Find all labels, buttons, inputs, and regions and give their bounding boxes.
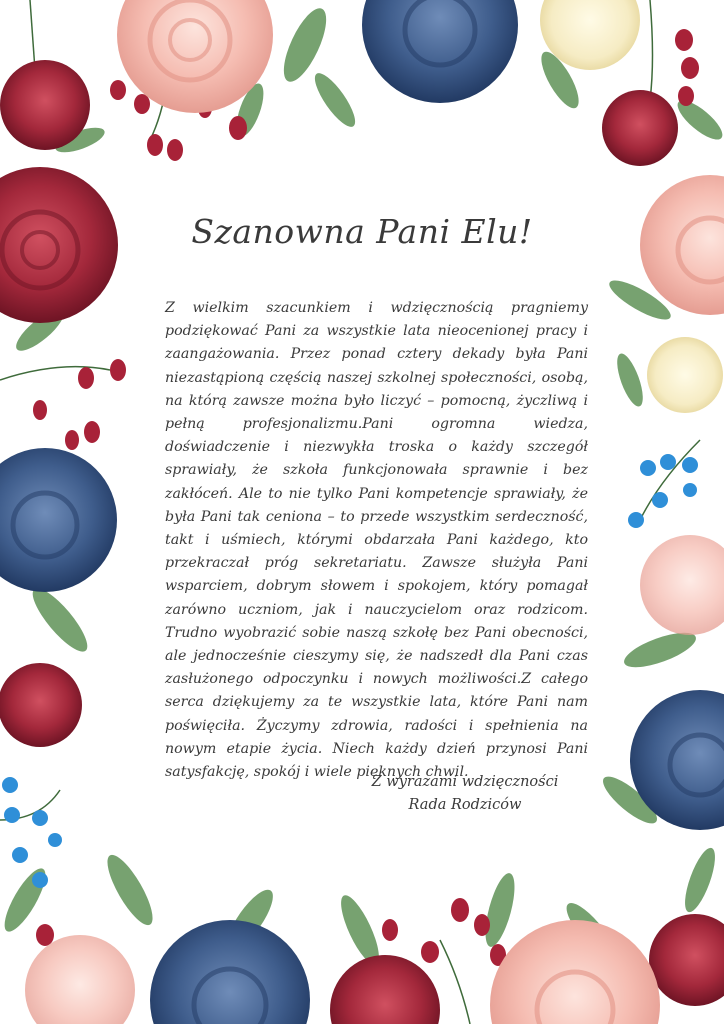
letter-title: Szanowna Pani Elu! [191,212,533,251]
signature-block [350,771,580,817]
letter-body: Z wielkim szacunkiem i wdzięcznością pragniemy podziękować Pani za wszystkie lata nieocenionej pracy i zaangażowania. Przez ponad cztery dekady była Pani niezastąpioną częścią naszej szkolnej społeczności, osobą, na którą zawsze można było liczyć – pomocną, życzliwą i pełną profesjonalizmu.Pani ogromna wiedza, doświadczenie i niezwykła troska o każdy szczegół sprawiały, że szkoła funkcjonowała sprawnie i bez zakłóceń. Ale to nie tylko Pani kompetencje sprawiały, że była Pani tak ceniona – to przede wszystkim serdeczność, takt i uśmiech, którymi obdarzała Pani każdego, kto przekraczał próg sekretariatu. Zawsze służyła Pani wsparciem, dobrym słowem i spokojem, który pomagał zarówno uczniom, jak i nauczycielom oraz rodzicom. Trudno wyobrazić sobie naszą szkołę bez Pani obecności, ale jednocześnie cieszymy się, że nadszedł dla Pani czas zasłużonego odpoczynku i nowych możliwości.Z całego serca dziękujemy za te wszystkie lata, które Pani nam poświęciła. Życzymy zdrowia, radości i spełnienia na nowym etapie życia. Niech każdy dzień przynosi Pani satysfakcję, spokój i wiele pięknych chwil. [165,300,588,781]
signature-name: Rada Rodziców [408,797,522,813]
closing-line: Z wyrazami wdzięczności [371,774,559,790]
